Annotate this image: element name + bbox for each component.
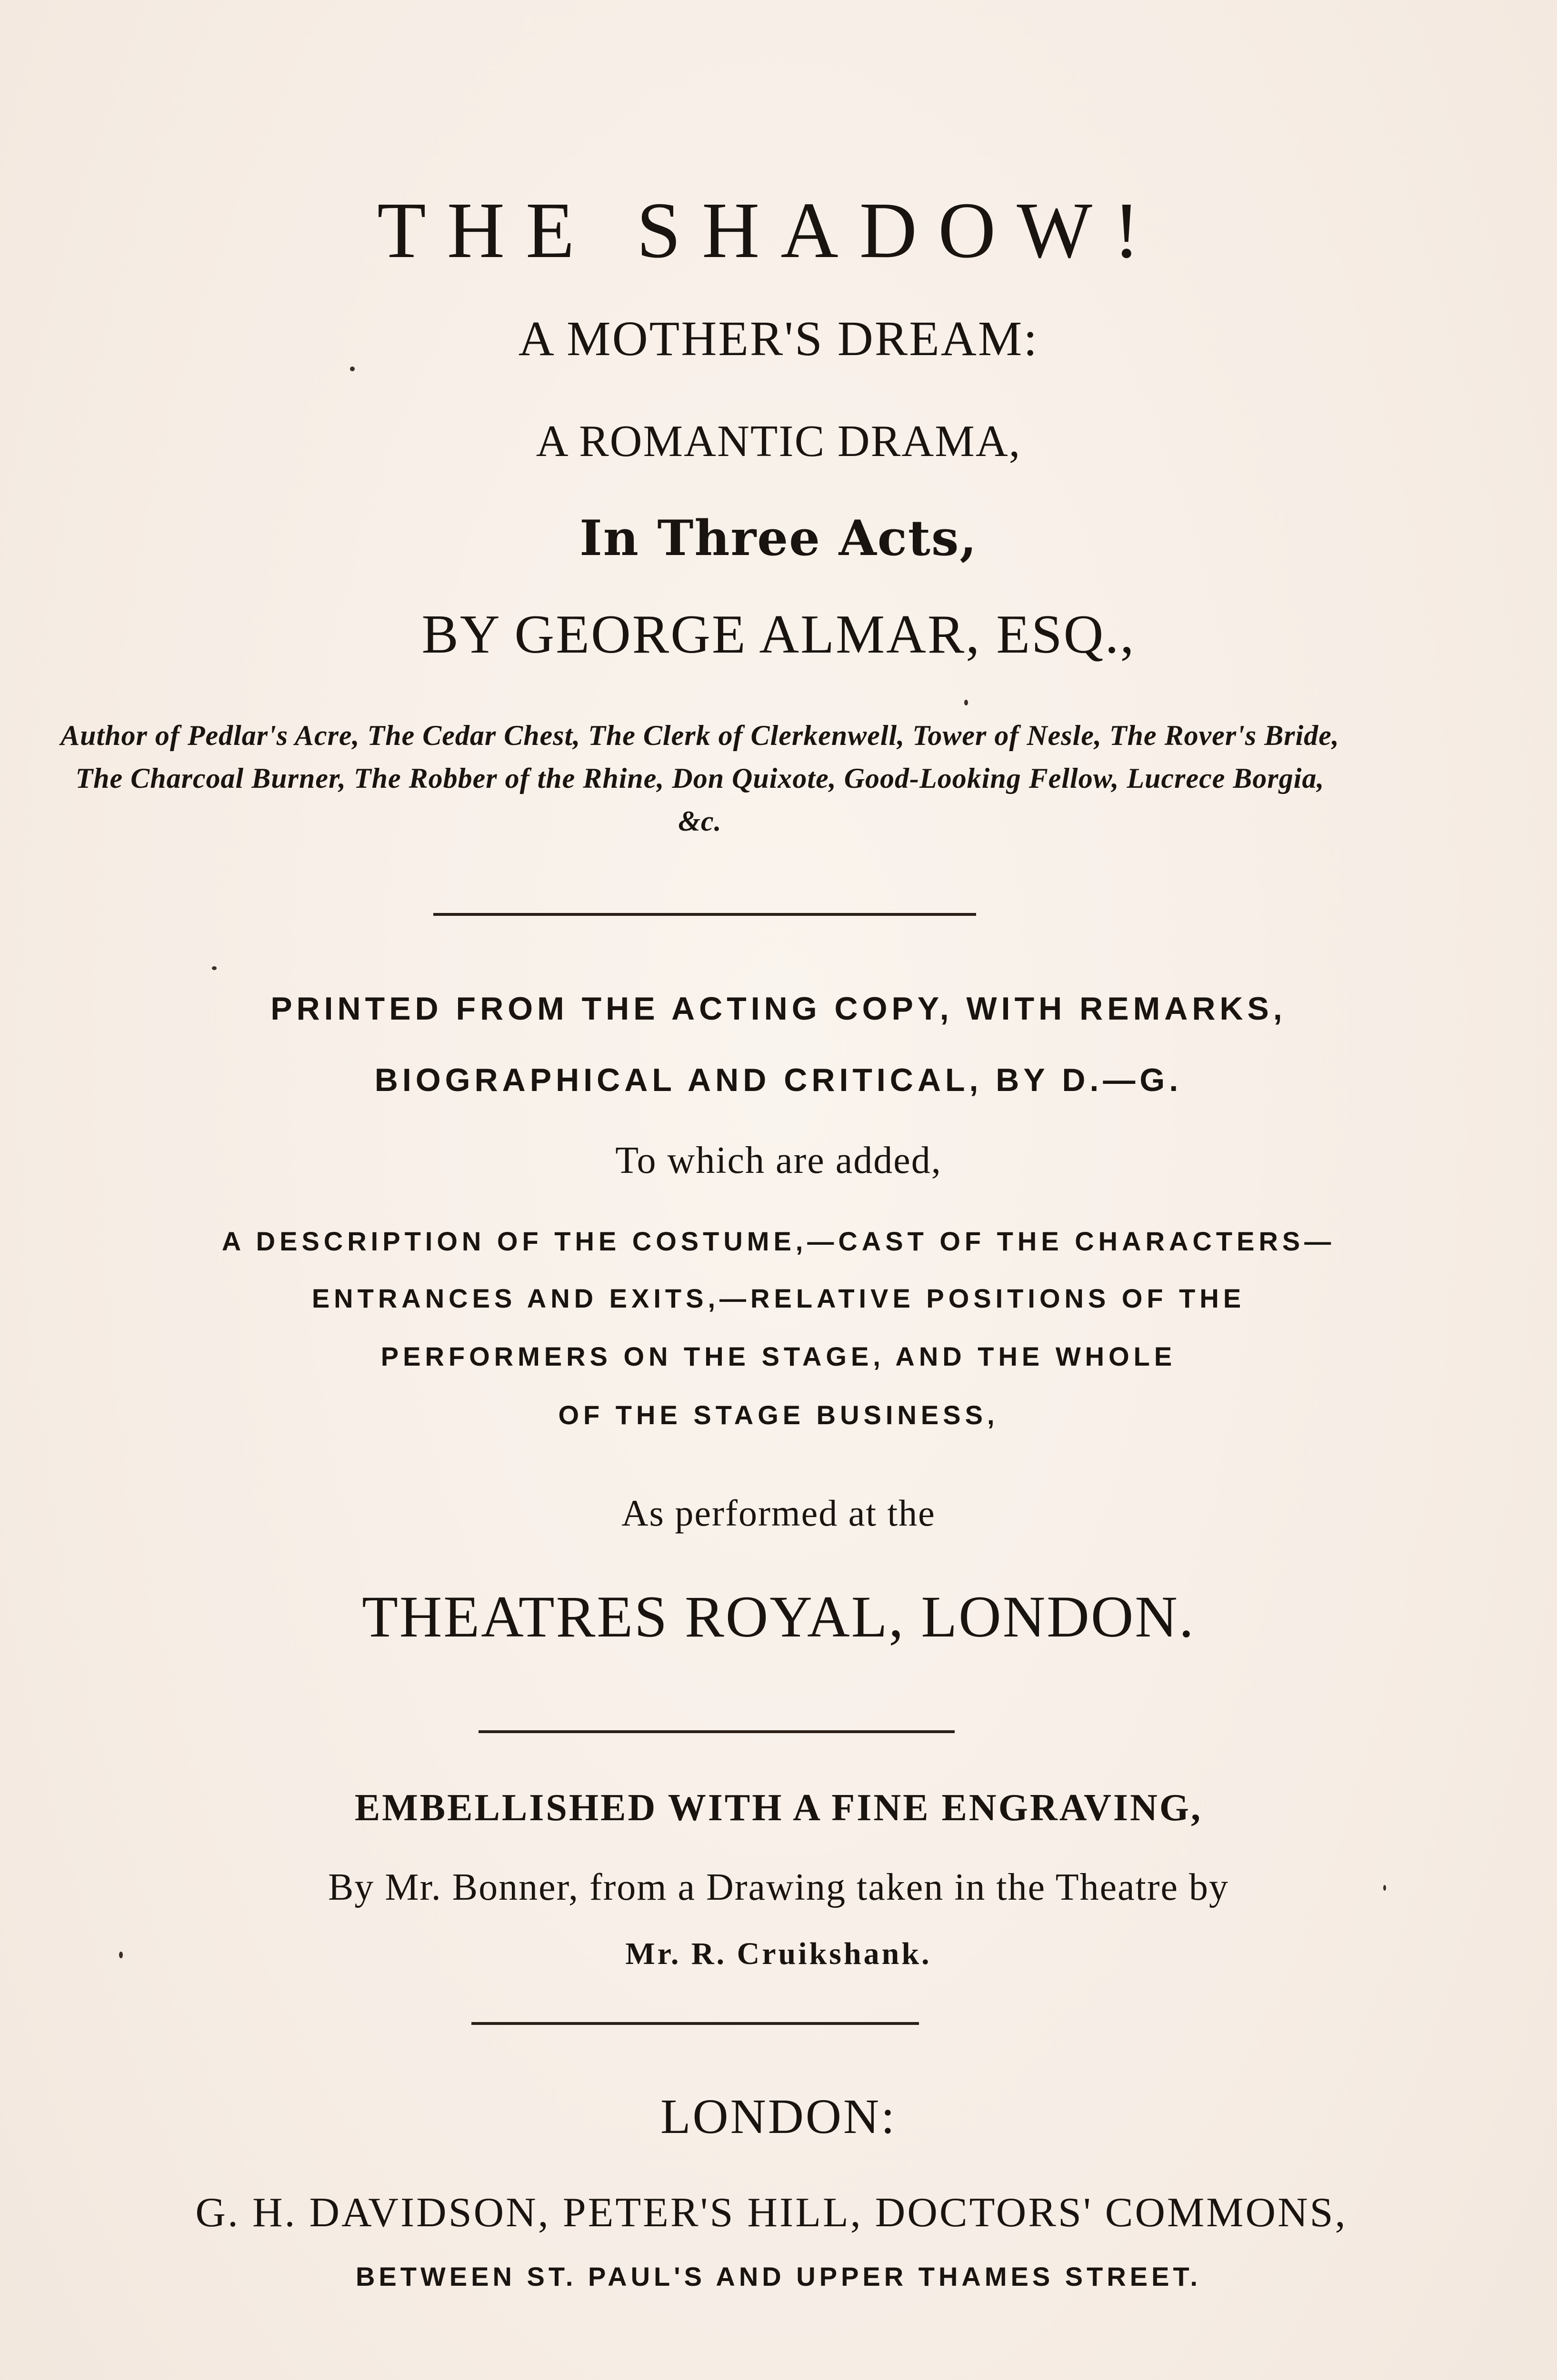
theatres-line: THEATRES ROYAL, LONDON. [362, 1584, 1195, 1649]
author-line: BY GEORGE ALMAR, ESQ., [421, 604, 1136, 665]
acts-line: In Three Acts, [579, 510, 978, 567]
description-line: A DESCRIPTION OF THE COSTUME,—CAST OF THE CHARACTERS— [221, 1226, 1336, 1256]
divider-rule [471, 2022, 919, 2025]
engraver-line: By Mr. Bonner, from a Drawing taken in the Theatre by [328, 1866, 1229, 1908]
description-line: PERFORMERS ON THE STAGE, AND THE WHOLE [380, 1341, 1177, 1371]
biographical-line: BIOGRAPHICAL AND CRITICAL, BY D.—G. [374, 1062, 1183, 1098]
divider-rule [479, 1730, 955, 1733]
description-line: ENTRANCES AND EXITS,—RELATIVE POSITIONS OF THE [311, 1283, 1246, 1313]
paper-speck [1383, 1885, 1386, 1891]
other-works-list: Author of Pedlar's Acre, The Cedar Chest, The Clerk of Clerkenwell, Tower of Nesle, The Rover's Bride, The Charcoal Burner, The Robber of the Rhine, Don Quixote, Good-Looking Fellow, Lucrece Borgia, &c. [60, 720, 1339, 837]
publisher-line: G. H. DAVIDSON, PETER'S HILL, DOCTORS' COMMONS, [195, 2190, 1347, 2236]
play-title: THE SHADOW! [377, 186, 1161, 275]
embellished-line: EMBELLISHED WITH A FINE ENGRAVING, [354, 1787, 1203, 1829]
description-line: OF THE STAGE BUSINESS, [558, 1400, 999, 1430]
paper-speck [964, 700, 968, 705]
play-subtitle: A MOTHER'S DREAM: [518, 311, 1039, 366]
artist-line: Mr. R. Cruikshank. [625, 1936, 932, 1971]
printed-from-line: PRINTED FROM THE ACTING COPY, WITH REMARKS, [270, 991, 1287, 1027]
to-which-added-line: To which are added, [615, 1140, 942, 1181]
paper-speck [119, 1952, 123, 1958]
as-performed-line: As performed at the [621, 1492, 936, 1534]
address-line: BETWEEN ST. PAUL'S AND UPPER THAMES STREET. [355, 2261, 1202, 2291]
city-line: LONDON: [660, 2089, 897, 2144]
divider-rule [433, 913, 976, 916]
paper-speck [212, 966, 217, 970]
paper-speck [350, 367, 355, 371]
genre-line: A ROMANTIC DRAMA, [536, 416, 1021, 466]
